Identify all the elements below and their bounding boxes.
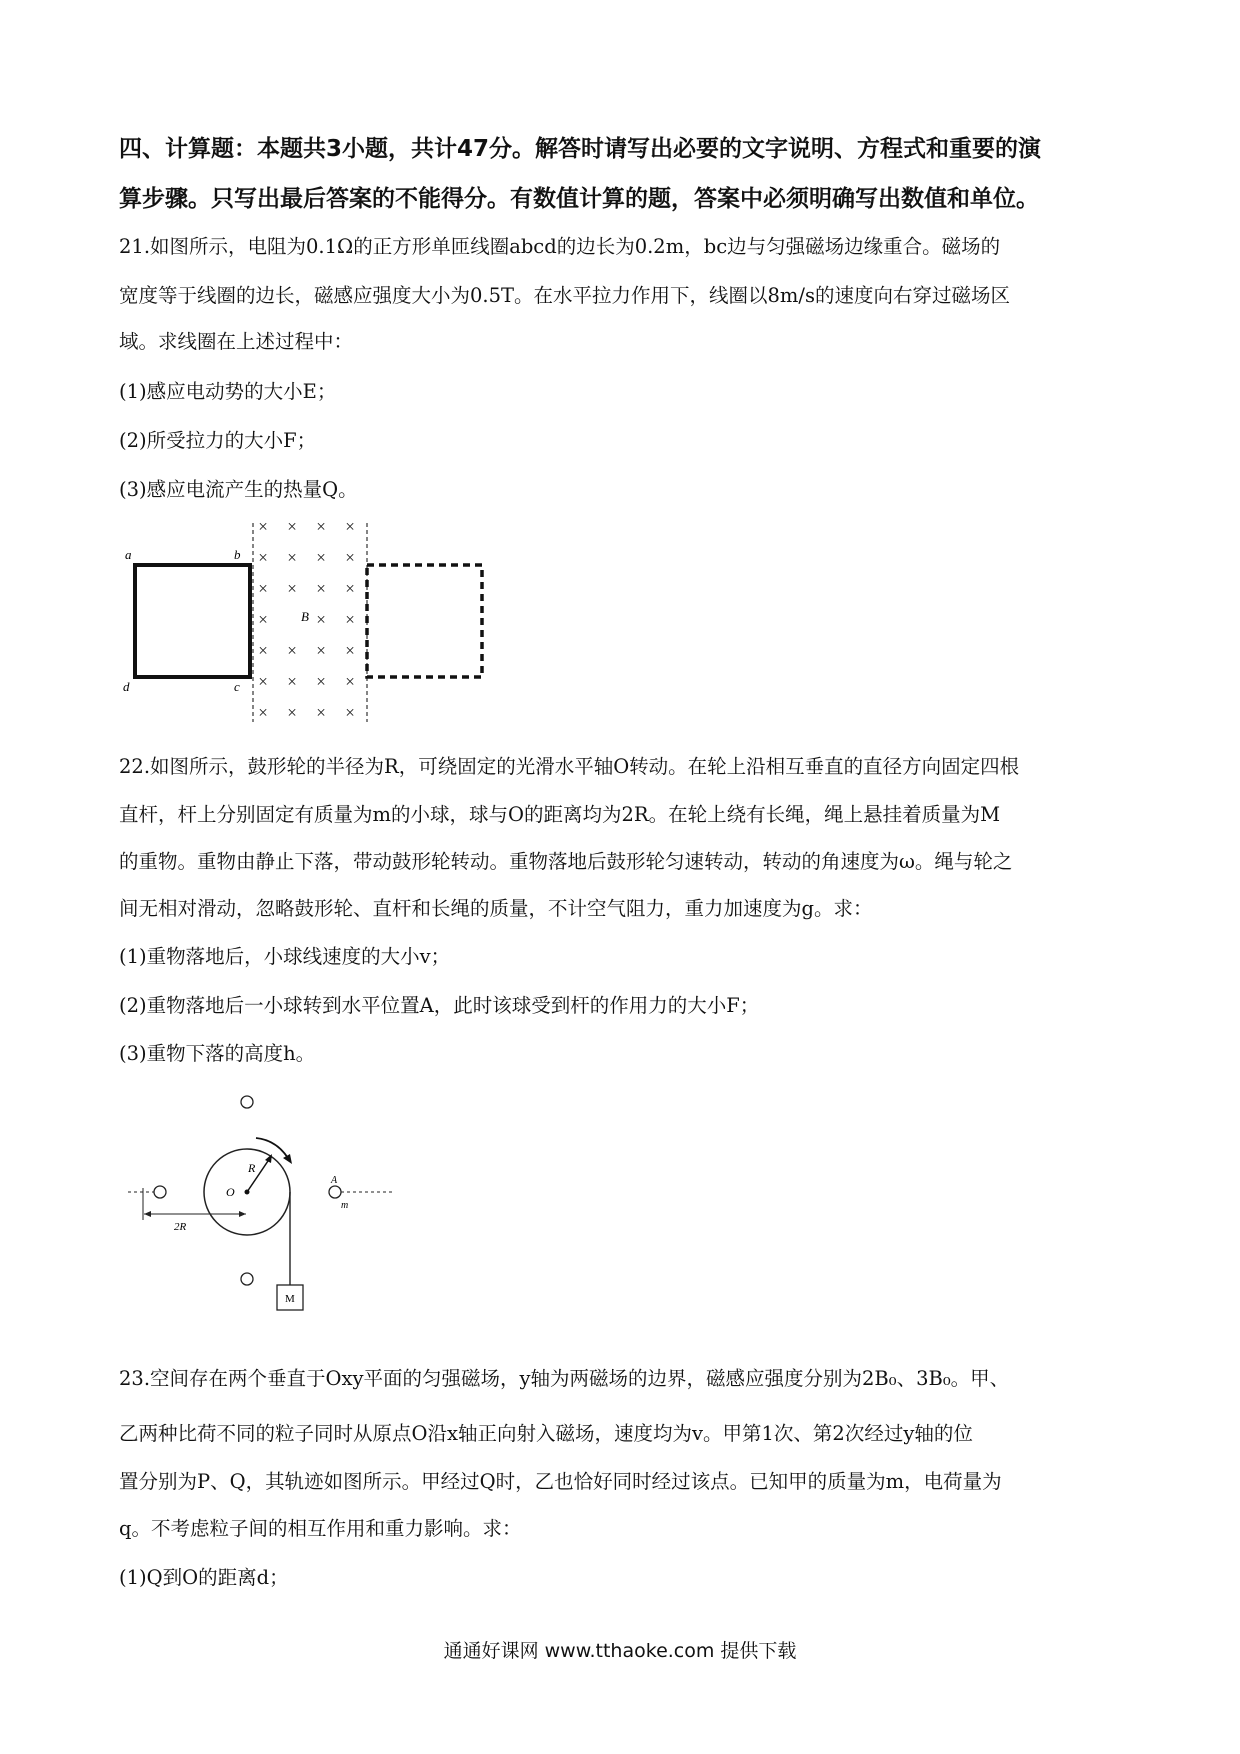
field-cross: × <box>316 610 326 629</box>
q22-stem-line-2: 直杆，杆上分别固定有质量为m的小球，球与O的距离均为2R。在轮上绕有长绳，绳上悬挂着质量为M <box>119 803 1001 826</box>
label-c: c <box>234 679 240 694</box>
q23-stem-line-2: 乙两种比荷不同的粒子同时从原点O沿x轴正向射入磁场，速度均为v。甲第1次、第2次经过y轴的位 <box>119 1422 973 1445</box>
q22-sub-3: (3)重物下落的高度h。 <box>119 1042 316 1065</box>
rotation-arrow <box>256 1138 288 1158</box>
field-cross: × <box>258 548 268 567</box>
label-R: R <box>248 1161 256 1175</box>
q21-stem-line-2: 宽度等于线圈的边长，磁感应强度大小为0.5T。在水平拉力作用下，线圈以8m/s的速度向右穿过磁场区 <box>119 284 1010 307</box>
section-heading-line-1: 四、计算题：本题共3小题，共计47分。解答时请写出必要的文字说明、方程式和重要的演 <box>119 136 1042 162</box>
q22-figure <box>120 1080 410 1340</box>
ball-left <box>154 1186 166 1198</box>
q22-stem-line-4: 间无相对滑动，忽略鼓形轮、直杆和长绳的质量，不计空气阻力，重力加速度为g。求： <box>119 897 873 920</box>
field-cross: × <box>287 548 297 567</box>
q21-stem-line-3: 域。求线圈在上述过程中： <box>119 330 354 353</box>
label-B: B <box>301 609 309 624</box>
dimension-arrow-right <box>239 1211 246 1217</box>
field-cross: × <box>345 548 355 567</box>
coil-square <box>135 565 250 677</box>
field-cross: × <box>287 703 297 722</box>
label-O: O <box>226 1185 235 1199</box>
label-m: m <box>341 1200 349 1211</box>
field-cross: × <box>287 517 297 536</box>
field-cross: × <box>258 672 268 691</box>
field-cross: × <box>258 703 268 722</box>
field-cross: × <box>316 703 326 722</box>
ball-bottom <box>241 1273 253 1285</box>
field-cross: × <box>258 610 268 629</box>
q23-stem-line-3: 置分别为P、Q，其轨迹如图所示。甲经过Q时，乙也恰好同时经过该点。已知甲的质量为m，电荷量为 <box>119 1470 1002 1493</box>
q22-sub-2: (2)重物落地后一小球转到水平位置A，此时该球受到杆的作用力的大小F； <box>119 994 760 1017</box>
field-cross: × <box>316 672 326 691</box>
coil-final-position <box>367 565 482 677</box>
q21-stem-line-1: 21.如图所示，电阻为0.1Ω的正方形单匝线圈abcd的边长为0.2m，bc边与匀强磁场边缘重合。磁场的 <box>119 235 1001 258</box>
label-A: A <box>331 1175 338 1186</box>
dimension-arrow-left <box>144 1211 151 1217</box>
field-cross: × <box>316 517 326 536</box>
field-cross: × <box>345 517 355 536</box>
field-cross: × <box>258 641 268 660</box>
ball-top <box>241 1096 253 1108</box>
label-b: b <box>234 547 241 562</box>
field-cross: × <box>345 703 355 722</box>
q21-sub-3: (3)感应电流产生的热量Q。 <box>119 478 358 501</box>
label-a: a <box>125 547 132 562</box>
field-cross: × <box>287 641 297 660</box>
field-cross: × <box>345 579 355 598</box>
label-2R: 2R <box>174 1221 187 1233</box>
q23-sub-1: (1)Q到O的距离d； <box>119 1566 289 1589</box>
q21-figure <box>110 515 510 730</box>
field-cross: × <box>345 610 355 629</box>
q23-stem-line-4: q。不考虑粒子间的相互作用和重力影响。求： <box>119 1517 522 1540</box>
label-M: M <box>285 1293 295 1305</box>
q22-sub-1: (1)重物落地后，小球线速度的大小v； <box>119 945 451 968</box>
field-cross: × <box>316 548 326 567</box>
field-cross: × <box>345 672 355 691</box>
section-heading-line-2: 算步骤。只写出最后答案的不能得分。有数值计算的题，答案中必须明确写出数值和单位。 <box>119 186 1039 212</box>
ball-right-A <box>329 1186 341 1198</box>
rotation-arrowhead <box>283 1154 292 1164</box>
q21-sub-2: (2)所受拉力的大小F； <box>119 429 317 452</box>
field-cross: × <box>316 641 326 660</box>
footer-source: 通通好课网 www.tthaoke.com 提供下载 <box>443 1640 797 1662</box>
q22-stem-line-1: 22.如图所示，鼓形轮的半径为R，可绕固定的光滑水平轴O转动。在轮上沿相互垂直的直径方向固定四根 <box>119 755 1020 778</box>
field-cross: × <box>258 579 268 598</box>
q21-sub-1: (1)感应电动势的大小E； <box>119 380 337 403</box>
field-cross: × <box>345 641 355 660</box>
field-cross: × <box>258 517 268 536</box>
q22-stem-line-3: 的重物。重物由静止下落，带动鼓形轮转动。重物落地后鼓形轮匀速转动，转动的角速度为ω。绳与轮之 <box>119 850 1013 873</box>
field-cross: × <box>287 579 297 598</box>
field-cross: × <box>287 672 297 691</box>
field-cross: × <box>316 579 326 598</box>
label-d: d <box>123 679 130 694</box>
q23-stem-line-1: 23.空间存在两个垂直于Oxy平面的匀强磁场，y轴为两磁场的边界，磁感应强度分别为2B₀、3B₀。甲、 <box>119 1367 1010 1390</box>
